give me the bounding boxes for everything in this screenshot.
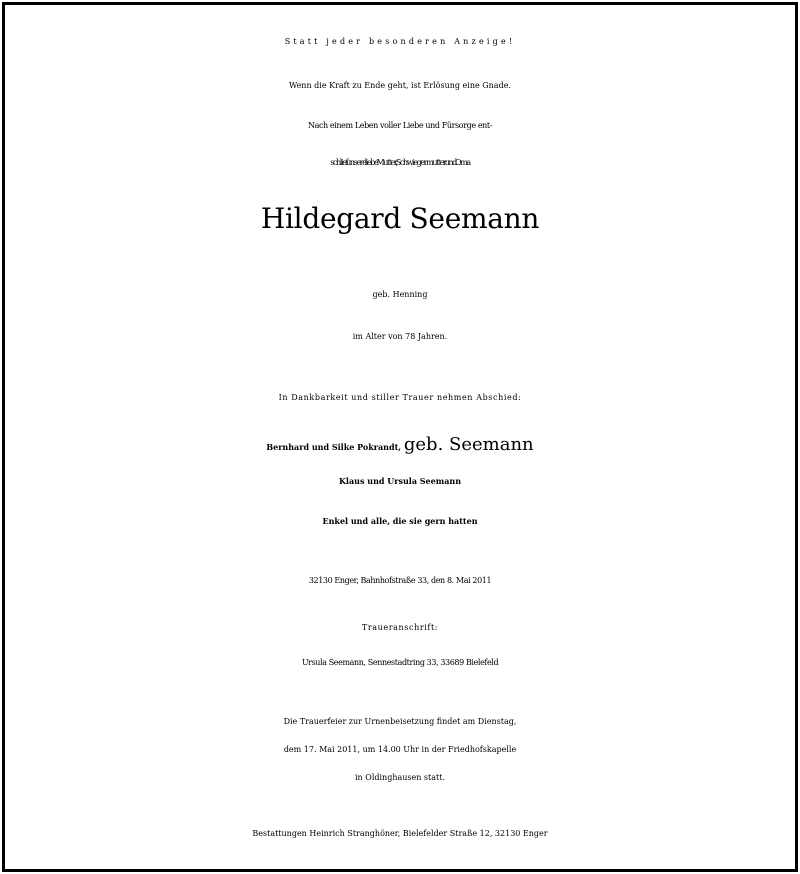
obituary-notice — [2, 2, 798, 872]
mourner-maiden-suffix: geb. Seemann — [403, 434, 534, 455]
mourner-names: Bernhard und Silke Pokrandt, — [266, 442, 402, 452]
address-label: Traueranschrift: — [361, 623, 439, 632]
mourning-address: Ursula Seemann, Sennestadtring 33, 33689 Bielefeld — [301, 658, 499, 667]
age-line: im Alter von 78 Jahren. — [352, 332, 448, 341]
notice-header: Statt jeder besonderen Anzeige! — [284, 37, 516, 46]
undertaker-line: Bestattungen Heinrich Stranghöner, Bielefelder Straße 12, 32130 Enger — [252, 829, 548, 838]
funeral-line-3: in Oldinghausen statt. — [355, 773, 445, 782]
thanks-line: In Dankbarkeit und stiller Trauer nehmen Abschied: — [278, 393, 522, 402]
quote: Wenn die Kraft zu Ende geht, ist Erlösung eine Gnade. — [289, 81, 511, 90]
mourner-line-1 — [5, 436, 795, 454]
place-date: 32130 Enger, Bahnhofstraße 33, den 8. Mai 2011 — [308, 576, 492, 585]
intro-line-1: Nach einem Leben voller Liebe und Fürsorge ent- — [307, 121, 493, 130]
mourner-line-2: Klaus und Ursula Seemann — [338, 476, 462, 486]
mourner-line-3: Enkel und alle, die sie gern hatten — [322, 516, 478, 526]
funeral-line-2: dem 17. Mai 2011, um 14.00 Uhr in der Friedhofskapelle — [283, 745, 517, 754]
funeral-line-1: Die Trauerfeier zur Urnenbeisetzung findet am Dienstag, — [283, 717, 517, 726]
deceased-name: Hildegard Seemann — [260, 202, 540, 235]
intro-line-2: schlief unsere liebe Mutter, Schwiegermutter und Oma — [330, 158, 470, 167]
maiden-name: geb. Henning — [372, 290, 428, 299]
